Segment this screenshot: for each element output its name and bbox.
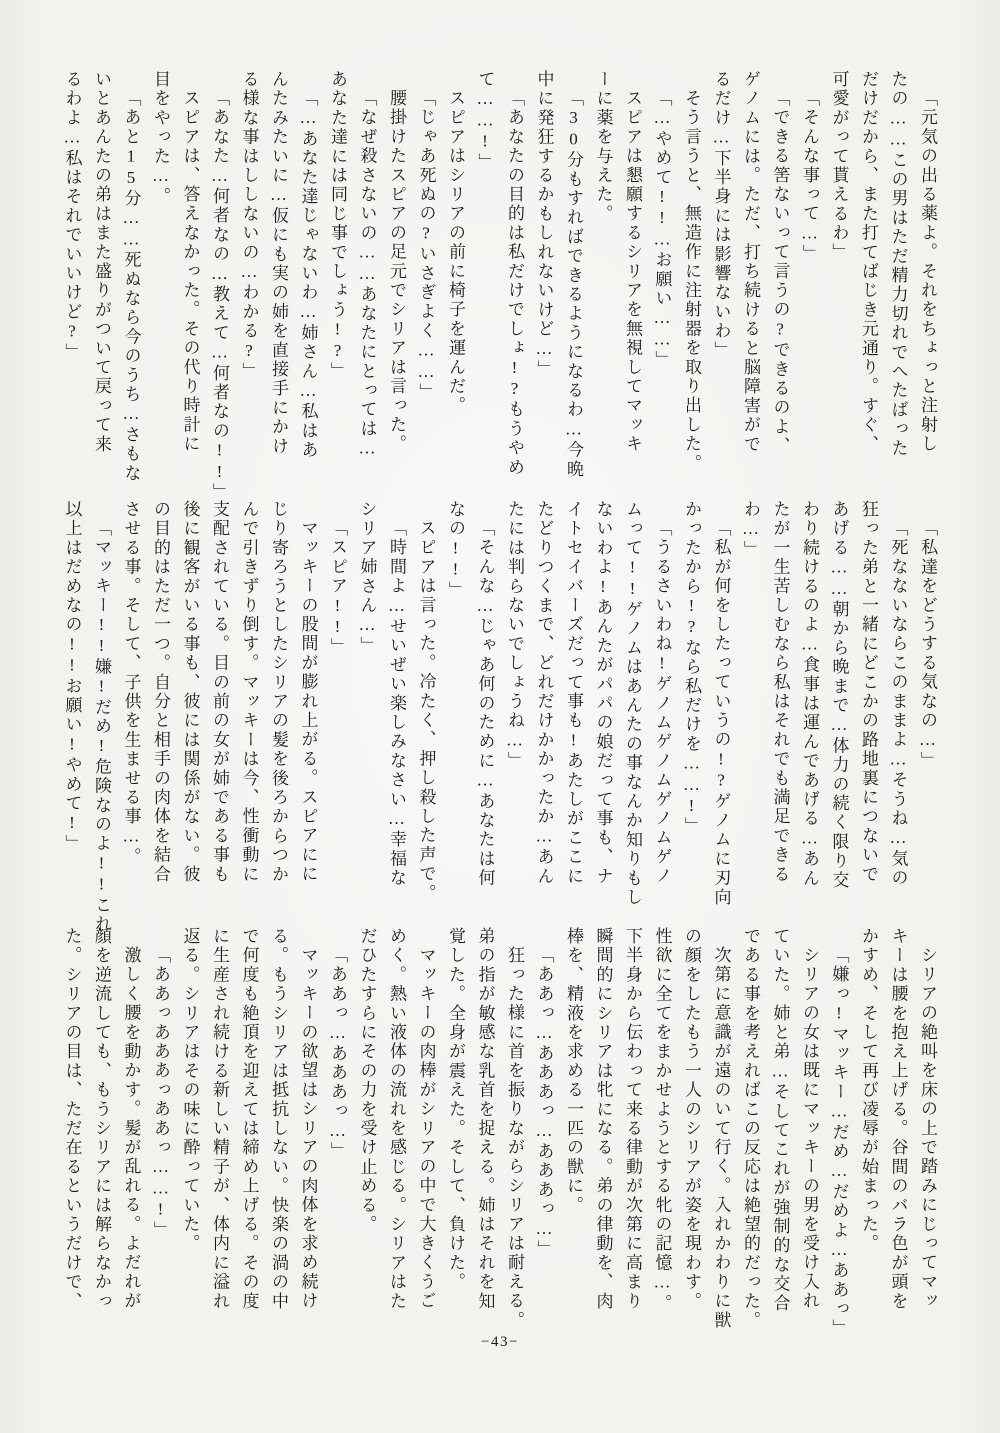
text-line: る。もうシリアは抵抗しない。快楽の渦の中	[269, 927, 288, 1311]
text-line: 腰掛けたスピアの足元でシリアは言った。	[387, 89, 406, 454]
text-line: 「時間よ…せいぜい楽しみなさい…幸福な	[387, 519, 406, 888]
text-line: マッキーの股間が膨れ上がる。スピアにに	[298, 519, 318, 884]
text-line: いとあんたの弟はまた盛りがついて戻って来	[92, 70, 111, 454]
text-line: 「なぜ殺さないの……あなたにとっては…	[357, 89, 377, 460]
text-line: シリア姉さん…」	[357, 500, 377, 656]
text-line: 「マッキー!!嫌!だめ!危険なのよ!!これ	[92, 519, 111, 935]
text-line: マッキーの欲望はシリアの肉体を求め続け	[298, 946, 318, 1311]
text-line: かったから!?なら私だけを……!」	[682, 500, 701, 837]
text-line: 「じゃあ死ぬの?いさぎよく……」	[416, 89, 436, 403]
text-line: 「スピア!!」	[328, 519, 347, 658]
text-line: の目的はただ一つ。自分と相手の肉体を結合	[151, 500, 170, 884]
text-line: に生産され続ける新しい精子が、体内に溢れ	[210, 927, 229, 1311]
text-line: 「…あなた達じゃないわ…姉さん…私はあ	[298, 89, 318, 460]
text-line: 「あなた…何者なの…教えて…何者なの!!」	[210, 89, 229, 503]
text-line: るだけ…下半身には影響ないわ」	[711, 70, 731, 360]
text-line: めく。熱い液体の流れを感じる。シリアはた	[387, 927, 406, 1311]
text-line: た。シリアの目は、ただ在るというだけで、	[62, 927, 82, 1311]
text-line: 以上はだめなの!!お願い!やめて!」	[62, 500, 82, 854]
text-line: ーに薬を与えた。	[593, 70, 613, 224]
text-line: 性欲に全てをまかせようとする牝の記憶…。	[652, 927, 672, 1313]
text-line: 「そんな事って…」	[800, 89, 819, 264]
text-line: ていた。姉と弟…そしてこれが強制的な交合	[770, 927, 790, 1313]
text-line: 「30分もすればできるようになるわ…今晩	[564, 89, 583, 479]
text-line: 覚した。全身が震えた。そして、負けた。	[446, 927, 465, 1292]
text-line: あなた達には同じ事でしょう!?」	[328, 70, 347, 382]
text-line: あげる……朝から晩まで…体力の続く限り交	[829, 500, 849, 890]
text-line: 「そんな…じゃあ何のために…あなたは何	[475, 519, 495, 888]
text-line: じり寄ろうとしたシリアの髪を後ろからつか	[269, 500, 288, 884]
text-line: んで引きずり倒す。マッキーは今、性衝動に	[239, 500, 259, 884]
text-line: シリアの絶叫を床の上で踏みにじってマッ	[918, 946, 937, 1311]
text-line: 「うるさいわね!ゲノムゲノムゲノムゲノ	[652, 519, 672, 886]
text-line: わ…」	[741, 500, 760, 560]
text-line: なの!!」	[446, 500, 465, 600]
text-line: んたみたいに…仮にも実の姉を直接手にかけ	[269, 70, 288, 456]
text-line: 狂った弟と一緒にどこかの路地裏につないで	[859, 500, 878, 884]
text-line: 「私達をどうする気なの…」	[918, 519, 937, 771]
text-line: キーは腰を抱え上げる。谷間のバラ色が頭を	[888, 927, 908, 1311]
text-line: 狂った様に首を振りながらシリアは耐える。	[505, 946, 524, 1330]
text-line: 「嫌っ!マッキー…だめ…だめよ…ああっ」	[829, 946, 849, 1338]
text-band-bottom	[57, 927, 942, 1338]
text-line: たどりつくまで、どれだけかかったか…あん	[534, 500, 554, 886]
text-line: スピアは、答えなかった。その代り時計に	[180, 89, 200, 454]
text-band-middle	[57, 500, 942, 935]
text-line: そう言うと、無造作に注射器を取り出した。	[682, 89, 701, 473]
text-line: 「ああっ…あああっ…あああっ…」	[534, 946, 554, 1260]
text-line: 「あと15分……死ぬなら今のうち…さもな	[121, 89, 141, 483]
text-line: 棒を、精液を求める一匹の獣に。	[564, 927, 583, 1215]
text-line: るわよ…私はそれでいいけど?」	[62, 70, 82, 362]
text-line: で何度も絶頂を迎えては締め上げる。その度	[239, 927, 259, 1311]
text-line: だひたすらにその力を受け止める。	[357, 927, 377, 1235]
text-line: て……!」	[475, 70, 495, 172]
text-line: 瞬間的にシリアは牝になる。弟の律動を、肉	[593, 927, 613, 1311]
page-number: −43−	[481, 1334, 519, 1350]
text-line: ムって!!ゲノムはあんたの事なんか知りもし	[623, 500, 642, 908]
text-line: かすめ、そして再び凌辱が始まった。	[859, 927, 878, 1254]
text-line: 「私が何をしたっていうの!?ゲノムに刃向	[711, 519, 731, 907]
text-line: わり続けるのよ…食事は運んであげる…あん	[800, 500, 819, 888]
text-line: 顔を逆流しても、もうシリアには解らなかっ	[92, 927, 111, 1311]
text-line: 「ああっあああっああっ……!」	[151, 946, 170, 1240]
text-line: 返る。シリアはその味に酔っていた。	[180, 927, 200, 1254]
text-line: 「死なないならこのままよ…そうね…気の	[888, 519, 908, 888]
text-line: 目をやった…。	[151, 70, 170, 207]
text-line: シリアの女は既にマッキーの男を受け入れ	[800, 946, 819, 1311]
text-line: である事を考えればこの反応は絶望的だった。	[741, 927, 760, 1331]
text-line: 弟の指が敏感な乳首を捉える。姉はそれを知	[475, 927, 495, 1311]
text-line: 下半身から伝わって来る律動が次第に高まり	[623, 927, 642, 1311]
text-line: 「元気の出る薬よ。それをちょっと注射し	[918, 89, 937, 454]
text-line: 中に発狂するかもしれないけど…」	[534, 70, 554, 380]
text-band-top	[57, 70, 942, 503]
text-line: 「あなたの目的は私だけでしょ!?もうやめ	[505, 89, 524, 477]
text-line: たの……この男はただ精力切れでへたばった	[888, 70, 908, 458]
text-line: 可愛がって貰えるわ」	[829, 70, 849, 262]
text-line: 「できる筈ないって言うの?できるのよ、	[770, 89, 790, 456]
text-line: スピアは懇願するシリアを無視してマッキ	[623, 89, 642, 454]
text-line: の顔をしたもう一人のシリアが姿を現わす。	[682, 927, 701, 1311]
text-line: スピアは言った。冷たく、押し殺した声で。	[416, 519, 436, 903]
text-line: スピアはシリアの前に椅子を運んだ。	[446, 89, 465, 416]
text-line: 激しく腰を動かす。髪が乱れる。よだれが	[121, 946, 141, 1311]
text-line: 「ああっ…あああっ…」	[328, 946, 347, 1162]
text-line: だけだから、また打てばじき元通り。すぐ、	[859, 70, 878, 454]
text-line: たが一生苦しむなら私はそれでも満足できる	[770, 500, 790, 884]
text-line: マッキーの肉棒がシリアの中で大きくうご	[416, 946, 436, 1311]
text-line: 次第に意識が遠のいて行く。入れかわりに獣	[711, 946, 731, 1330]
text-line: させる事。そして、子供を生ませる事…。	[121, 500, 141, 867]
text-line: たには判らないでしょうね…」	[505, 500, 524, 771]
text-line: ないわよ!あんたがパパの娘だって事も、ナ	[593, 500, 613, 886]
text-line: る様な事はししないの…わかる?」	[239, 70, 259, 382]
text-line: ゲノムには。ただ、打ち続けると脳障害がで	[741, 70, 760, 454]
text-line: 支配されている。目の前の女が姉である事も	[210, 500, 229, 884]
text-line: 「…やめて!!…お願い……」	[652, 89, 672, 370]
text-line: 後に観客がいる事も、彼には関係がない。彼	[180, 500, 200, 884]
text-line: イトセイバーズだって事も!あたしがここに	[564, 500, 583, 886]
